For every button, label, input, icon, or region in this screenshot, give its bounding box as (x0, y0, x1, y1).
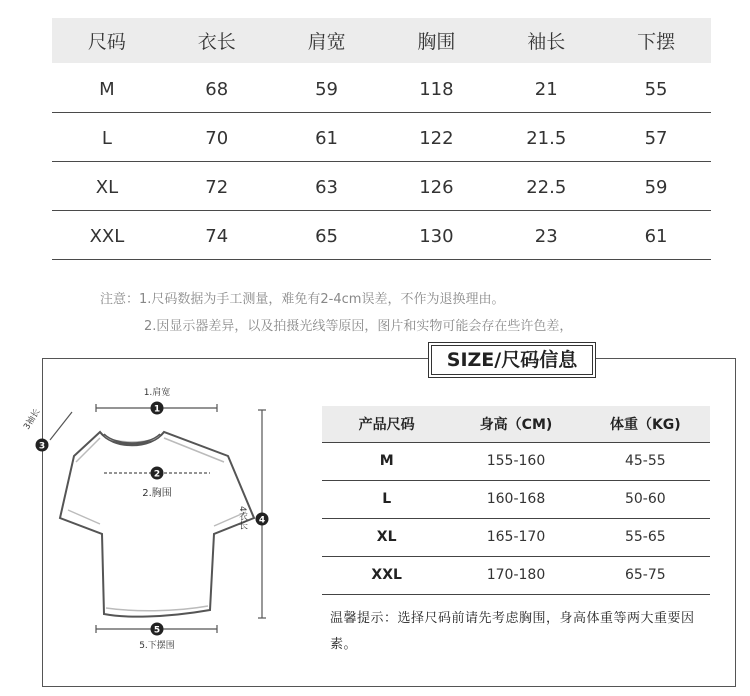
note-line-2: 2.因显示器差异，以及拍摄光线等原因，图片和实物可能会存在些许色差， (144, 319, 573, 334)
table-cell: M (322, 442, 451, 480)
table-cell: 21.5 (491, 112, 601, 161)
table-row (322, 556, 710, 594)
header-chest: 胸围 (381, 18, 491, 63)
table-row (52, 210, 711, 259)
table-cell: 21 (491, 63, 601, 112)
table-cell: 170-180 (451, 556, 580, 594)
table-cell: 55 (601, 63, 711, 112)
table-cell: L (52, 112, 162, 161)
svg-text:5: 5 (153, 625, 161, 636)
table-cell: 165-170 (451, 518, 580, 556)
svg-text:1: 1 (153, 404, 161, 415)
table-cell: 126 (381, 161, 491, 210)
header-shoulder: 肩宽 (272, 18, 382, 63)
height-weight-table (322, 406, 710, 595)
table-cell: XL (52, 161, 162, 210)
header-size: 尺码 (52, 18, 162, 63)
table-cell: 50-60 (581, 480, 710, 518)
table-cell: 22.5 (491, 161, 601, 210)
table-cell: 61 (601, 210, 711, 259)
table-cell: XXL (322, 556, 451, 594)
table-cell: 65 (272, 210, 382, 259)
table-cell: 63 (272, 161, 382, 210)
table-cell: 70 (162, 112, 272, 161)
tshirt-outline (60, 432, 254, 617)
svg-text:2: 2 (153, 469, 161, 480)
table-cell: 155-160 (451, 442, 580, 480)
size-tip: 温馨提示：选择尺码前请先考虑胸围，身高体重等两大重要因素。 (330, 611, 695, 652)
table-cell: 57 (601, 112, 711, 161)
size-info-title: SIZE/尺码信息 (431, 345, 593, 375)
table-cell: XXL (52, 210, 162, 259)
tshirt-measurement-diagram (14, 378, 294, 678)
table-cell: 55-65 (581, 518, 710, 556)
table-cell: M (52, 63, 162, 112)
measurement-notes (100, 286, 572, 340)
svg-text:3: 3 (38, 441, 46, 452)
length-label: 4衣长 (237, 506, 247, 530)
table-cell: 23 (491, 210, 601, 259)
height-weight-header-row (322, 406, 710, 442)
table-cell: 59 (601, 161, 711, 210)
table-row (322, 480, 710, 518)
table-cell: 61 (272, 112, 382, 161)
table-row (322, 518, 710, 556)
size-chart-header-row (52, 18, 711, 63)
table-row (322, 442, 710, 480)
header-sleeve: 袖长 (491, 18, 601, 63)
table-cell: 122 (381, 112, 491, 161)
chest-label: 2.胸围 (142, 488, 172, 499)
sleeve-label: 3袖长 (22, 407, 43, 432)
table-cell: 74 (162, 210, 272, 259)
hem-label: 5.下摆围 (139, 641, 175, 651)
table-row (52, 63, 711, 112)
table-cell: 160-168 (451, 480, 580, 518)
table-cell: L (322, 480, 451, 518)
table-cell: 65-75 (581, 556, 710, 594)
header-weight: 体重（KG) (581, 406, 710, 442)
size-info-title-box (428, 342, 596, 378)
note-line-1: 注意：1.尺码数据为手工测量，难免有2-4cm误差，不作为退换理由。 (100, 292, 505, 307)
size-chart-table (52, 18, 711, 260)
table-cell: 68 (162, 63, 272, 112)
table-cell: 130 (381, 210, 491, 259)
table-row (52, 112, 711, 161)
svg-text:4: 4 (258, 515, 266, 526)
shoulder-label: 1.肩宽 (143, 388, 171, 398)
table-cell: XL (322, 518, 451, 556)
table-row (52, 161, 711, 210)
table-cell: 45-55 (581, 442, 710, 480)
header-length: 衣长 (162, 18, 272, 63)
table-cell: 59 (272, 63, 382, 112)
header-hem: 下摆 (601, 18, 711, 63)
header-height: 身高（CM) (451, 406, 580, 442)
table-cell: 118 (381, 63, 491, 112)
table-cell: 72 (162, 161, 272, 210)
header-product-size: 产品尺码 (322, 406, 451, 442)
